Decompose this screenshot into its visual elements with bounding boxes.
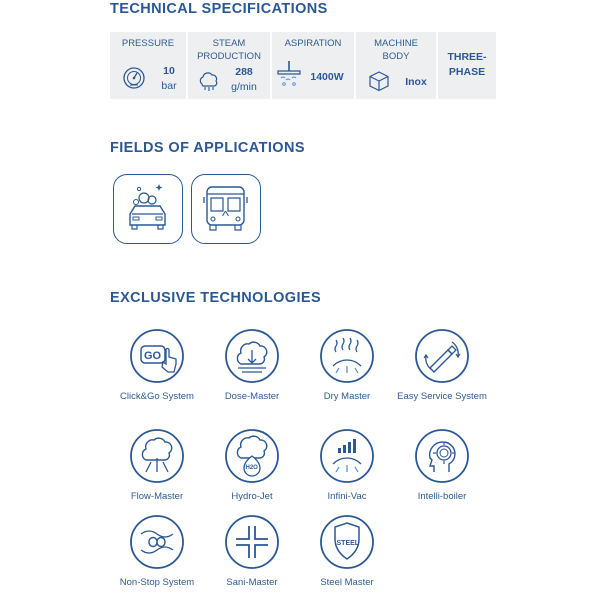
tech-sani-master-label: Sani-Master bbox=[226, 577, 278, 588]
tech-steel-master-label: Steel Master bbox=[320, 577, 374, 588]
spec-aspiration bbox=[272, 32, 354, 99]
technical-specifications-title: TECHNICAL SPECIFICATIONS bbox=[110, 1, 328, 17]
spec-three-phase bbox=[438, 32, 496, 99]
tech-click-go bbox=[109, 328, 205, 404]
tech-dry-master-label: Dry Master bbox=[323, 391, 371, 402]
spec-pressure-label: PRESSURE bbox=[121, 38, 175, 49]
cube-icon bbox=[368, 70, 390, 92]
spec-steam-value: 288 bbox=[235, 66, 253, 78]
infini-vac-icon bbox=[319, 428, 375, 484]
tech-easy-service-label: Easy Service System bbox=[397, 391, 487, 402]
tech-infini-vac-label: Infini-Vac bbox=[327, 491, 367, 502]
steel-master-icon-text: STEEL bbox=[336, 540, 360, 547]
dry-master-icon bbox=[319, 328, 375, 384]
car-wash-icon bbox=[114, 175, 181, 242]
spec-aspiration-label: ASPIRATION bbox=[284, 38, 342, 49]
spec-pressure-value: 10 bbox=[163, 65, 175, 77]
spec-pressure-unit: bar bbox=[161, 80, 177, 92]
tech-dry-master bbox=[299, 328, 395, 404]
spec-steam bbox=[188, 32, 270, 99]
tech-steel-master bbox=[299, 514, 395, 590]
bus-icon bbox=[192, 175, 259, 242]
tech-dose-master bbox=[204, 328, 300, 404]
exclusive-technologies-title: EXCLUSIVE TECHNOLOGIES bbox=[110, 290, 322, 306]
tech-click-go-label: Click&Go System bbox=[120, 391, 194, 402]
vacuum-nozzle-icon bbox=[276, 60, 304, 88]
spec-machine-body-label: MACHINE BODY bbox=[374, 38, 418, 62]
non-stop-icon bbox=[129, 514, 185, 570]
click-go-icon bbox=[129, 328, 185, 384]
spec-steam-label: STEAM PRODUCTION bbox=[197, 38, 261, 62]
spec-pressure bbox=[110, 32, 186, 99]
tech-sani-master bbox=[204, 514, 300, 590]
tech-easy-service bbox=[394, 328, 490, 404]
tech-hydro-jet bbox=[204, 428, 300, 504]
intelli-boiler-icon bbox=[414, 428, 470, 484]
spec-table bbox=[110, 32, 496, 99]
easy-service-icon bbox=[414, 328, 470, 384]
spec-aspiration-value: 1400W bbox=[310, 71, 344, 83]
tech-infini-vac bbox=[299, 428, 395, 504]
fields-of-applications-title: FIELDS OF APPLICATIONS bbox=[110, 140, 305, 156]
hydro-jet-icon bbox=[224, 428, 280, 484]
tech-non-stop-label: Non-Stop System bbox=[119, 577, 195, 588]
tech-flow-master bbox=[109, 428, 205, 504]
steel-master-icon bbox=[319, 514, 375, 570]
tech-hydro-jet-label: Hydro-Jet bbox=[231, 491, 273, 502]
sani-master-icon bbox=[224, 514, 280, 570]
dose-master-icon bbox=[224, 328, 280, 384]
spec-three-phase-label: THREE-PHASE bbox=[447, 51, 487, 78]
spec-machine-body bbox=[356, 32, 436, 99]
spec-machine-body-value: Inox bbox=[405, 76, 427, 88]
tech-intelli-boiler-label: Intelli-boiler bbox=[417, 491, 467, 502]
click-go-icon-text: GO bbox=[144, 350, 162, 362]
gauge-icon bbox=[122, 66, 146, 90]
steam-cloud-icon bbox=[196, 68, 222, 92]
tech-intelli-boiler bbox=[394, 428, 490, 504]
tech-dose-master-label: Dose-Master bbox=[224, 391, 280, 402]
flow-master-icon bbox=[129, 428, 185, 484]
application-bus bbox=[191, 174, 261, 244]
hydro-jet-icon-text: H2O bbox=[245, 465, 258, 471]
spec-steam-unit: g/min bbox=[231, 81, 257, 93]
tech-flow-master-label: Flow-Master bbox=[130, 491, 184, 502]
application-car-wash bbox=[113, 174, 183, 244]
tech-non-stop bbox=[109, 514, 205, 590]
